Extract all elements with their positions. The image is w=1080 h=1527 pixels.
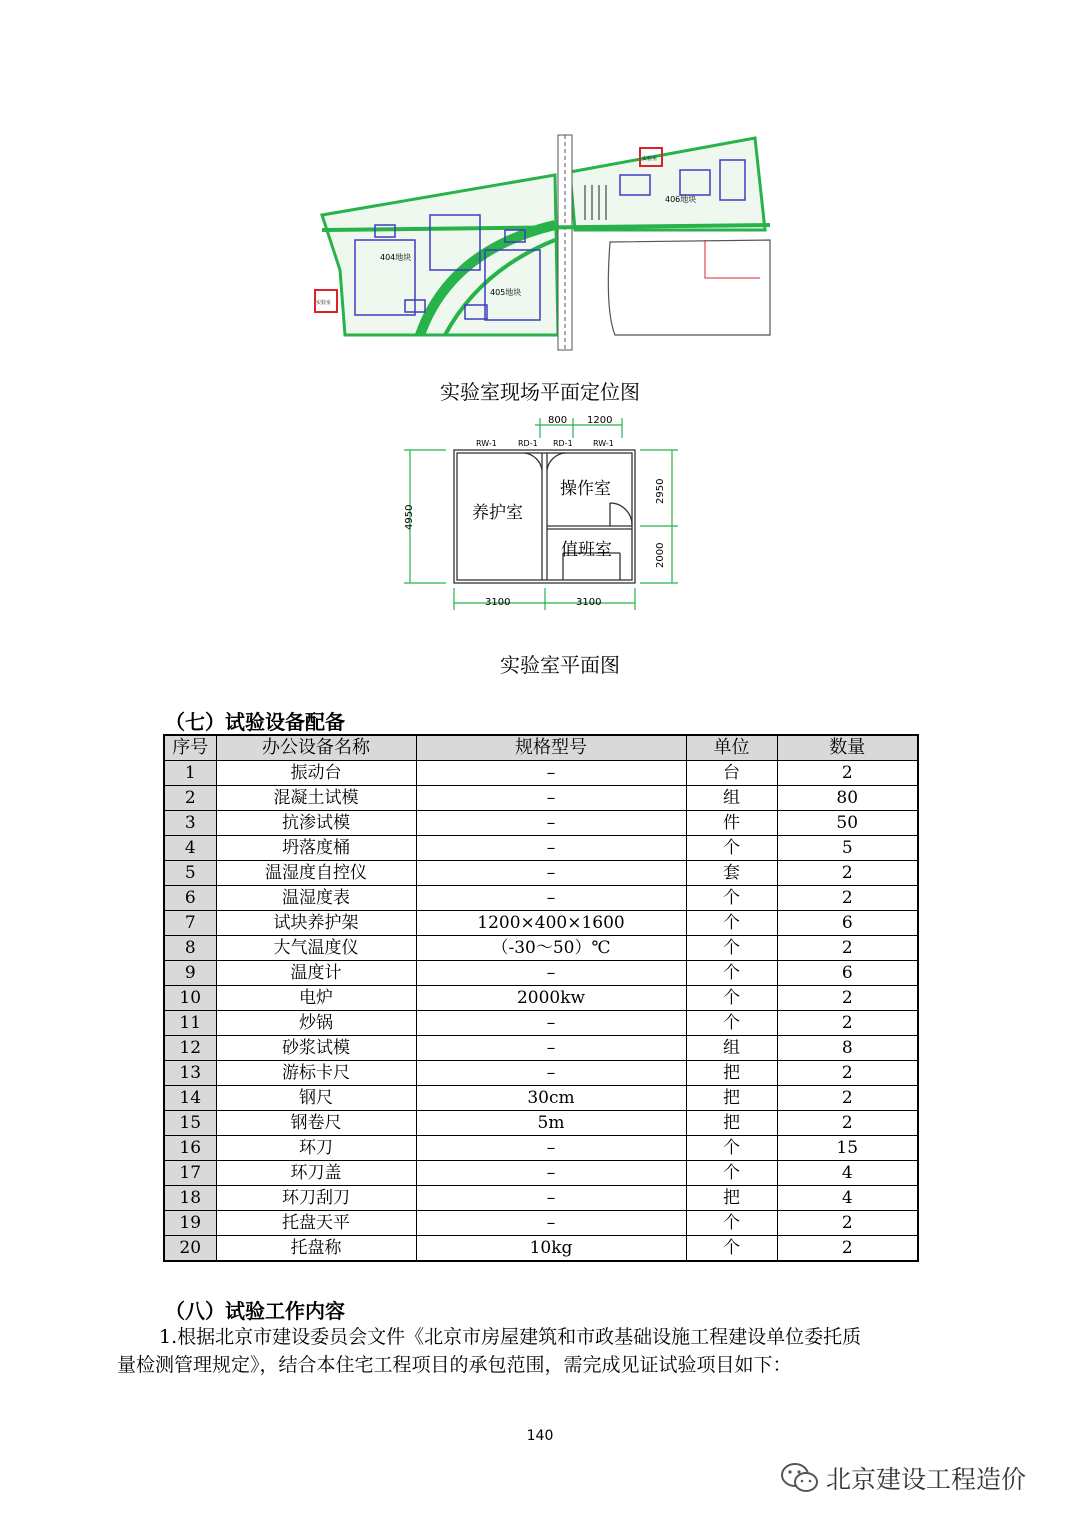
cell-index: 11: [164, 1011, 216, 1036]
dim-bottom-2: 3100: [576, 597, 602, 608]
cell-name: 温度计: [216, 961, 416, 986]
cell-quantity: 2: [777, 1061, 918, 1086]
cell-quantity: 2: [777, 1111, 918, 1136]
table-row: [164, 911, 918, 936]
cell-quantity: 2: [777, 1086, 918, 1111]
cell-name: 温湿度表: [216, 886, 416, 911]
cell-name: 抗渗试模: [216, 811, 416, 836]
room-operation: 操作室: [560, 479, 611, 499]
cell-index: 10: [164, 986, 216, 1011]
table-row: [164, 1186, 918, 1211]
table-row: [164, 1236, 918, 1262]
table-row: [164, 1111, 918, 1136]
floor-plan-caption: 实验室平面图: [500, 653, 620, 677]
cell-spec: –: [416, 861, 686, 886]
cell-quantity: 80: [777, 786, 918, 811]
dim-top-1: 800: [548, 415, 568, 426]
cell-index: 9: [164, 961, 216, 986]
table-row: [164, 761, 918, 786]
cell-unit: 把: [686, 1186, 777, 1211]
cell-name: 托盘称: [216, 1236, 416, 1262]
watermark: [780, 1460, 1026, 1496]
floor-plan-drawing: [390, 408, 690, 623]
cell-unit: 个: [686, 1011, 777, 1036]
cell-index: 4: [164, 836, 216, 861]
door-label-4: RW-1: [593, 439, 614, 448]
door-label-2: RD-1: [518, 439, 538, 448]
cell-quantity: 4: [777, 1186, 918, 1211]
table-row: [164, 1136, 918, 1161]
table-row: [164, 836, 918, 861]
table-row: [164, 986, 918, 1011]
cell-unit: 个: [686, 936, 777, 961]
header-quantity: 数量: [777, 735, 918, 761]
cell-spec: –: [416, 1161, 686, 1186]
cell-unit: 个: [686, 1136, 777, 1161]
table-row: [164, 861, 918, 886]
cell-spec: –: [416, 1011, 686, 1036]
site-label-lab-left: 实验室: [316, 300, 332, 306]
cell-unit: 个: [686, 961, 777, 986]
cell-quantity: 2: [777, 1236, 918, 1262]
cell-spec: –: [416, 761, 686, 786]
site-plan-drawing: [300, 130, 780, 352]
wechat-icon: [780, 1461, 820, 1495]
header-unit: 单位: [686, 735, 777, 761]
cell-unit: 个: [686, 1236, 777, 1262]
cell-index: 16: [164, 1136, 216, 1161]
cell-spec: –: [416, 786, 686, 811]
cell-unit: 个: [686, 1161, 777, 1186]
section-8-paragraph: [117, 1323, 977, 1379]
cell-name: 钢卷尺: [216, 1111, 416, 1136]
cell-name: 环刀刮刀: [216, 1186, 416, 1211]
equipment-table: [163, 734, 919, 1262]
cell-name: 振动台: [216, 761, 416, 786]
cell-unit: 组: [686, 1036, 777, 1061]
dim-bottom-1: 3100: [485, 597, 511, 608]
site-label-405: 405地块: [490, 288, 522, 297]
cell-name: 电炉: [216, 986, 416, 1011]
cell-name: 环刀: [216, 1136, 416, 1161]
section-7-title: （七）试验设备配备: [165, 710, 345, 734]
dim-top-2: 1200: [587, 415, 613, 426]
cell-unit: 把: [686, 1111, 777, 1136]
cell-unit: 把: [686, 1086, 777, 1111]
paragraph-line-2: 量检测管理规定》，结合本住宅工程项目的承包范围，需完成见证试验项目如下：: [117, 1354, 792, 1376]
table-header-row: [164, 735, 918, 761]
cell-index: 3: [164, 811, 216, 836]
cell-index: 20: [164, 1236, 216, 1262]
cell-spec: –: [416, 811, 686, 836]
cell-index: 17: [164, 1161, 216, 1186]
cell-index: 5: [164, 861, 216, 886]
cell-name: 钢尺: [216, 1086, 416, 1111]
site-label-lab-right: 实验室: [642, 156, 658, 162]
cell-quantity: 6: [777, 911, 918, 936]
cell-spec: 2000kw: [416, 986, 686, 1011]
cell-unit: 个: [686, 886, 777, 911]
cell-unit: 个: [686, 986, 777, 1011]
cell-quantity: 5: [777, 836, 918, 861]
cell-spec: –: [416, 886, 686, 911]
cell-quantity: 15: [777, 1136, 918, 1161]
cell-quantity: 2: [777, 861, 918, 886]
room-curing: 养护室: [472, 503, 523, 523]
table-row: [164, 1036, 918, 1061]
cell-index: 18: [164, 1186, 216, 1211]
table-row: [164, 811, 918, 836]
table-row: [164, 786, 918, 811]
cell-spec: –: [416, 1061, 686, 1086]
cell-name: 砂浆试模: [216, 1036, 416, 1061]
cell-index: 12: [164, 1036, 216, 1061]
cell-name: 大气温度仪: [216, 936, 416, 961]
table-row: [164, 886, 918, 911]
cell-quantity: 2: [777, 986, 918, 1011]
table-row: [164, 1161, 918, 1186]
cell-unit: 个: [686, 836, 777, 861]
cell-index: 13: [164, 1061, 216, 1086]
cell-index: 7: [164, 911, 216, 936]
cell-spec: –: [416, 1136, 686, 1161]
site-label-404: 404地块: [380, 253, 412, 262]
site-label-406: 406地块: [665, 195, 697, 204]
section-8-title: （八）试验工作内容: [165, 1299, 345, 1323]
cell-spec: 5m: [416, 1111, 686, 1136]
cell-name: 坍落度桶: [216, 836, 416, 861]
paragraph-line-1: 1.根据北京市建设委员会文件《北京市房屋建筑和市政基础设施工程建设单位委托质: [159, 1326, 862, 1348]
table-row: [164, 1011, 918, 1036]
table-row: [164, 1061, 918, 1086]
cell-quantity: 2: [777, 1211, 918, 1236]
cell-index: 1: [164, 761, 216, 786]
door-label-1: RW-1: [476, 439, 497, 448]
dim-right-1: 2950: [655, 478, 666, 504]
dim-right-2: 2000: [655, 542, 666, 568]
cell-index: 8: [164, 936, 216, 961]
cell-name: 混凝土试模: [216, 786, 416, 811]
cell-index: 6: [164, 886, 216, 911]
cell-spec: –: [416, 1211, 686, 1236]
cell-index: 15: [164, 1111, 216, 1136]
cell-name: 试块养护架: [216, 911, 416, 936]
cell-name: 游标卡尺: [216, 1061, 416, 1086]
cell-index: 2: [164, 786, 216, 811]
cell-spec: 10kg: [416, 1236, 686, 1262]
site-plan-caption: 实验室现场平面定位图: [440, 380, 640, 404]
cell-unit: 套: [686, 861, 777, 886]
cell-unit: 组: [686, 786, 777, 811]
cell-spec: 1200×400×1600: [416, 911, 686, 936]
cell-index: 14: [164, 1086, 216, 1111]
cell-spec: 30cm: [416, 1086, 686, 1111]
cell-quantity: 6: [777, 961, 918, 986]
table-row: [164, 961, 918, 986]
cell-unit: 台: [686, 761, 777, 786]
cell-quantity: 2: [777, 761, 918, 786]
door-label-3: RD-1: [553, 439, 573, 448]
cell-quantity: 2: [777, 1011, 918, 1036]
cell-unit: 把: [686, 1061, 777, 1086]
cell-spec: （-30～50）℃: [416, 936, 686, 961]
cell-unit: 个: [686, 1211, 777, 1236]
header-index: 序号: [164, 735, 216, 761]
cell-spec: –: [416, 836, 686, 861]
page-number: 140: [526, 1428, 554, 1444]
cell-name: 温湿度自控仪: [216, 861, 416, 886]
header-spec: 规格型号: [416, 735, 686, 761]
cell-quantity: 8: [777, 1036, 918, 1061]
table-row: [164, 1211, 918, 1236]
dim-left: 4950: [404, 504, 415, 530]
cell-name: 环刀盖: [216, 1161, 416, 1186]
cell-quantity: 50: [777, 811, 918, 836]
cell-unit: 个: [686, 911, 777, 936]
cell-spec: –: [416, 1036, 686, 1061]
table-row: [164, 936, 918, 961]
header-name: 办公设备名称: [216, 735, 416, 761]
cell-spec: –: [416, 961, 686, 986]
table-row: [164, 1086, 918, 1111]
cell-quantity: 2: [777, 886, 918, 911]
cell-quantity: 2: [777, 936, 918, 961]
cell-name: 托盘天平: [216, 1211, 416, 1236]
watermark-text: 北京建设工程造价: [826, 1465, 1027, 1494]
cell-quantity: 4: [777, 1161, 918, 1186]
cell-spec: –: [416, 1186, 686, 1211]
cell-index: 19: [164, 1211, 216, 1236]
cell-unit: 件: [686, 811, 777, 836]
cell-name: 炒锅: [216, 1011, 416, 1036]
room-duty: 值班室: [561, 540, 612, 560]
